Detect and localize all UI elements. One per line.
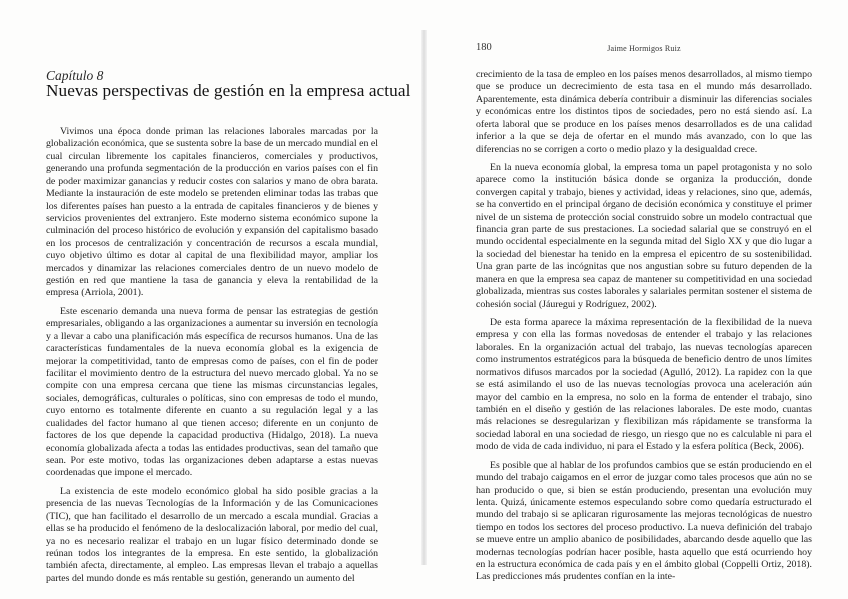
left-text-column — [46, 126, 378, 591]
paragraph: Vivimos una época donde priman las relaciones laborales marcadas por la globalización económica, que se sustenta sobre la base de un mercado mundial en el cual circulan libremente los capitales financieros, comerciales y productivos, generando una profunda segmentación de la producción en varios países con el fin de poder maximizar ganancias y reducir costes con salarios y mano de obra barata. Mediante la instauración de este modelo se pretenden eliminar todas las trabas que los diferentes países han puesto a la entrada de capitales financieros y de bienes y servicios provenientes del extranjero. Este moderno sistema económico supone la culminación del proceso histórico de evolución y expansión del capitalismo basado en los procesos de centralización y concentración de recursos a escala mundial, cuyo objetivo último es dotar al capital de una flexibilidad mayor, ampliar los mercados y dinamizar las relaciones comerciales dentro de un nuevo modelo de gestión en red que mantiene la tasa de ganancia y eleva la rentabilidad de la empresa (Arriola, 2001). — [46, 126, 378, 299]
paragraph: De esta forma aparece la máxima representación de la flexibilidad de la nueva empresa y con ella las formas novedosas de entender el trabajo y las relaciones laborales. En la organización actual del trabajo, las nuevas tecnologías aparecen como instrumentos estratégicos para la búsqueda de beneficio dentro de unos límites normativos difusos marcados por la sociedad (Agulló, 2012). La rapidez con la que se está asimilando el uso de las nuevas tecnologías provoca una aceleración aún mayor del cambio en la empresa, no solo en la forma de entender el trabajo, sino también en el diseño y gestión de las relaciones laborales. De este modo, cuantas más relaciones se desregularizan y flexibilizan más rápidamente se transforma la sociedad laboral en una sociedad de riesgo, un riesgo que no es calculable ni para el modo de vida de cada individuo, ni para el Estado y la esfera política (Beck, 2006). — [476, 317, 812, 453]
right-text-column — [476, 69, 812, 590]
paragraph: En la nueva economía global, la empresa toma un papel protagonista y no solo aparece como la institución básica donde se organiza la producción, donde convergen capital y trabajo, bienes y actividad, ideas y relaciones, sino que, además, se ha convertido en el principal órgano de decisión económica y constituye el primer nivel de un sistema de protección social construido sobre un modelo contractual que financia gran parte de sus prestaciones. La sociedad salarial que se construyó en el mundo occidental especialmente en la segunda mitad del Siglo XX y que dio lugar a la sociedad del bienestar ha tenido en la empresa el epicentro de su sostenibilidad. Una gran parte de las incógnitas que nos angustian sobre su futuro dependen de la manera en que la empresa sea capaz de mantener su competitividad en una sociedad globalizada, mientras sus costes laborales y salariales permitan sostener el sistema de cohesión social (Jáuregui y Rodríguez, 2002). — [476, 161, 812, 310]
paragraph: crecimiento de la tasa de empleo en los países menos desarrollados, al mismo tiempo que se produce un decrecimiento de esta tasa en el mundo más desarrollado. Aparentemente, esta dinámica debería contribuir a disminuir las diferencias sociales y económicas entre los distintos tipos de sociedades, pero no está siendo así. La oferta laboral que se produce en los países menos desarrollados es de una calidad inferior a la que se deja de ofertar en el mundo más avanzado, con lo que las diferencias no se corrigen a corto o medio plazo y la desigualdad crece. — [476, 69, 812, 155]
chapter-title: Nuevas perspectivas de gestión en la empresa actual — [46, 81, 411, 100]
running-head — [476, 42, 812, 56]
chapter-label: Capítulo 8 — [46, 68, 104, 83]
page-number: 180 — [476, 42, 492, 53]
book-gutter — [421, 30, 427, 565]
paragraph: La existencia de este modelo económico global ha sido posible gracias a la presencia de las nuevas Tecnologías de la Información y de las Comunicaciones (TIC), que han facilitado el desarrollo de un mercado a escala mundial. Gracias a ellas se ha producido el fenómeno de la deslocalización laboral, por medio del cual, ya no es necesario realizar el trabajo en un lugar físico determinado donde se reúnan todos los integrantes de la empresa. En este sentido, la globalización también afecta, directamente, al empleo. Las empresas llevan el trabajo a aquellas partes del mundo donde es más rentable su gestión, generando un aumento del — [46, 485, 378, 584]
paragraph: Este escenario demanda una nueva forma de pensar las estrategias de gestión empresariales, obligando a las organizaciones a aumentar su inversión en tecnología y a llevar a cabo una planificación más específica de recursos humanos. Una de las características fundamentales de la nueva economía global es la exigencia de mejorar la competitividad, tanto de empresas como de países, con el fin de poder facilitar el movimiento dentro de la estructura del nuevo mercado global. Ya no se compite con una empresa cercana que tiene las mismas circunstancias legales, sociales, demográficas, culturales o políticas, sino con empresas de todo el mundo, cuyo entorno es totalmente diferente en cuanto a su regulación legal y a las cualidades del factor humano al que tienen acceso; diferente en un conjunto de factores de los que depende la capacidad productiva (Hidalgo, 2018). La nueva economía globalizada afecta a todas las entidades productivas, sean del tamaño que sean. Por este motivo, todas las organizaciones deben adaptarse a estas nuevas coordenadas que impone el mercado. — [46, 305, 378, 479]
running-head-author: Jaime Hormigos Ruiz — [607, 44, 681, 53]
paragraph: Es posible que al hablar de los profundos cambios que se están produciendo en el mundo del trabajo caigamos en el error de juzgar como tales procesos que aún no se han producido o que, si bien se están produciendo, presentan una evolución muy lenta. Quizá, únicamente estemos especulando sobre como quedaría estructurado el mundo del trabajo si se aplicaran rigurosamente las mejoras tecnológicas de nuestro tiempo en todos los sectores del proceso productivo. La nueva definición del trabajo se mueve entre un amplio abanico de posibilidades, abarcando desde aquello que las modernas tecnologías podrían hacer posible, hasta aquello que está ocurriendo hoy en la estructura económica de cada país y en el ámbito global (Coppelli Ortiz, 2018). Las predicciones más prudentes confían en la inte- — [476, 459, 812, 583]
